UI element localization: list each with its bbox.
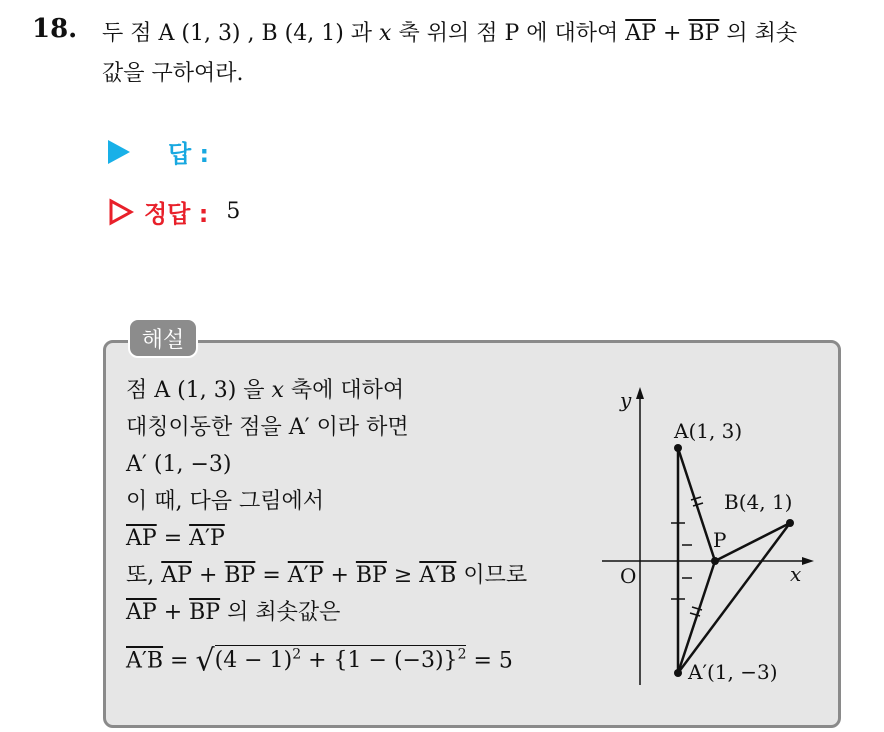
plus-sign: + — [323, 563, 356, 588]
plus-sign: + — [156, 600, 190, 625]
answer-label: 답 : — [168, 140, 210, 168]
segment-bp: $\overline{BP}$ — [224, 563, 256, 588]
text: 점 A (1, 3) 을 — [126, 378, 272, 403]
segment-a-prime-b: A′B — [126, 648, 164, 674]
solution-line — [126, 409, 527, 446]
text: 대칭이동한 점을 A′ 이라 하면 — [126, 415, 409, 440]
question-text — [102, 14, 872, 94]
point-a-label: A(1, 3) — [674, 419, 743, 443]
point-p-label: P — [713, 528, 727, 552]
question-number: 18. — [32, 14, 78, 44]
plus-sign: + — [301, 648, 334, 674]
correct-answer-value: 5 — [226, 199, 241, 224]
point-b-label: B(4, 1) — [724, 490, 793, 514]
text: {1 − (−3)} — [333, 648, 458, 674]
point-a-prime — [674, 669, 682, 677]
origin-label: O — [620, 564, 637, 588]
segment-a-prime-b-line — [678, 523, 790, 673]
solution-line — [126, 483, 527, 520]
x-axis-label: x — [790, 562, 802, 586]
point-a-prime-label: A′(1, −3) — [688, 660, 778, 684]
solution-line — [126, 594, 527, 631]
solution-line — [126, 637, 527, 679]
text: 이므로 — [456, 563, 528, 588]
solution-tag: 해설 — [128, 318, 198, 358]
question-part: 의 최솟 — [719, 21, 798, 46]
solution-line — [126, 520, 527, 557]
triangle-play-icon — [108, 140, 130, 164]
y-axis-label: y — [620, 388, 632, 412]
solution-text — [126, 372, 528, 679]
solution-line — [126, 557, 527, 594]
segment-a-prime-p: A′P — [287, 563, 324, 588]
plus-sign: + — [655, 21, 689, 46]
solution-line — [126, 372, 527, 409]
segment-bp: $\overline{BP}$ — [688, 21, 720, 46]
ge-sign: ≥ — [386, 563, 420, 588]
point-p — [711, 557, 719, 565]
text: 축에 대하여 — [283, 378, 405, 403]
segment-ap: $\overline{AP}$ — [126, 600, 157, 625]
sqrt-radicand — [215, 645, 467, 673]
segment-a-prime-b: A′B — [419, 563, 457, 588]
segment-bp: $\overline{BP}$ — [355, 563, 387, 588]
text: 이 때, 다음 그림에서 — [126, 489, 324, 514]
x-axis-arrow-icon — [802, 557, 814, 565]
equals-sign: = — [156, 526, 190, 551]
correct-answer-label: 정답 : — [144, 200, 209, 228]
question-part: 값을 구하여라. — [102, 61, 244, 86]
question-part: 축 위의 점 P 에 대하여 — [391, 21, 626, 46]
segment-bp: $\overline{BP}$ — [189, 600, 221, 625]
equals-sign: = — [163, 648, 196, 674]
point-b — [786, 519, 794, 527]
plus-sign: + — [191, 563, 225, 588]
text: A′ (1, −3) — [126, 452, 232, 477]
answer-row — [108, 134, 209, 169]
result: = 5 — [466, 648, 513, 674]
coordinate-diagram — [600, 385, 825, 690]
segment-ap: $\overline{AP}$ — [161, 563, 192, 588]
segment-ap: $\overline{AP}$ — [625, 21, 656, 46]
segment-ap: $\overline{AP}$ — [126, 526, 157, 551]
x-variable: x — [271, 378, 284, 403]
question-part: 두 점 A (1, 3) , B (4, 1) 과 — [102, 21, 380, 46]
exponent: 2 — [457, 647, 467, 663]
equals-sign: = — [255, 563, 288, 588]
sqrt-icon: √ — [195, 643, 215, 679]
text: 의 최솟값은 — [220, 600, 341, 625]
correct-answer-row — [108, 194, 240, 229]
triangle-outline-icon — [108, 198, 134, 226]
text: (4 − 1) — [214, 648, 293, 674]
segment-a-prime-p: A′P — [189, 526, 225, 551]
text: 또, — [126, 563, 162, 588]
y-axis-arrow-icon — [636, 387, 644, 399]
solution-line — [126, 446, 527, 483]
exponent: 2 — [292, 647, 302, 663]
x-variable: x — [379, 21, 392, 46]
point-a — [674, 444, 682, 452]
